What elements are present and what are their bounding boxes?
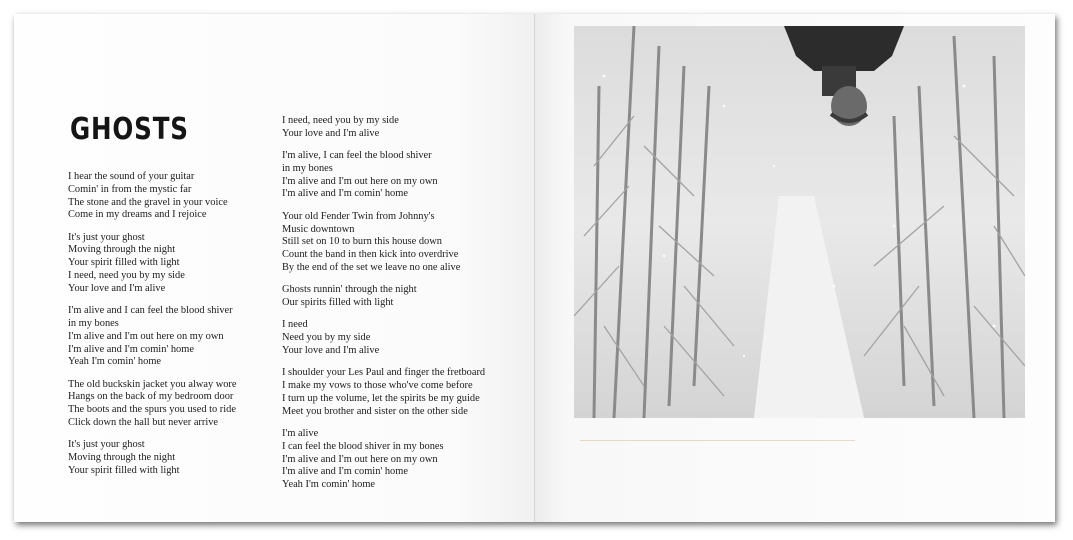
lyric-line: I shoulder your Les Paul and finger the fretboard (282, 367, 486, 379)
lyric-line: I'm alive and I'm out here on my own (68, 330, 224, 342)
lyric-line: I need, need you by my side (68, 270, 185, 282)
lyric-stanza (282, 428, 522, 492)
lyric-line: By the end of the set we leave no one alive (282, 261, 461, 273)
lyric-line: Click down the hall but never arrive (68, 417, 219, 429)
cd-booklet-spread (14, 14, 1055, 522)
lyric-line: Come in my dreams and I rejoice (68, 209, 207, 221)
lyric-stanza (282, 115, 522, 141)
lyric-line: Your love and I'm alive (282, 127, 380, 139)
lyric-line: Ghosts runnin' through the night (282, 284, 417, 296)
lyric-stanza (68, 379, 268, 430)
lyric-line: Meet you brother and sister on the other side (282, 405, 468, 417)
caption-rule (580, 440, 855, 441)
lyric-line: Your love and I'm alive (68, 282, 166, 294)
lyric-line: I hear the sound of your guitar (68, 171, 195, 182)
lyric-line: Count the band in then kick into overdrive (282, 249, 459, 261)
lyric-line: in my bones (68, 317, 119, 329)
lyric-line: in my bones (282, 162, 333, 174)
lyrics-page (14, 14, 535, 522)
lyric-line: Your old Fender Twin from Johnny's (282, 210, 435, 222)
lyric-line: I can feel the blood shiver in my bones (282, 440, 444, 452)
lyric-line: I'm alive, I can feel the blood shiver (282, 150, 432, 162)
lyric-stanza (68, 305, 268, 369)
lyric-line: I make my vows to those who've come before (282, 380, 473, 392)
lyric-line: I need (282, 319, 308, 331)
lyric-line: Yeah I'm comin' home (282, 479, 376, 491)
snowy-road-photo (574, 26, 1025, 418)
lyric-line: I'm alive (282, 427, 319, 439)
lyric-stanza (282, 150, 522, 201)
lyric-line: Need you by my side (282, 332, 371, 344)
lyric-stanza (282, 211, 522, 275)
lyric-line: I'm alive and I'm out here on my own (282, 453, 438, 465)
lyric-line: Comin' in from the mystic far (68, 183, 192, 195)
lyric-stanza (68, 171, 268, 222)
lyric-line: The boots and the spurs you used to ride (68, 404, 236, 416)
lyric-line: Yeah I'm comin' home (68, 356, 162, 368)
lyric-line: It's just your ghost (68, 439, 145, 451)
lyric-line: Moving through the night (68, 244, 176, 256)
lyric-line: I'm alive and I'm comin' home (282, 466, 408, 478)
lyric-line: Your spirit filled with light (68, 257, 180, 269)
lyric-line: Music downtown (282, 223, 355, 235)
lyric-line: Hangs on the back of my bedroom door (68, 391, 234, 403)
lyric-line: It's just your ghost (68, 231, 145, 243)
song-title: GHOSTS (70, 112, 189, 147)
lyric-line: I'm alive and I'm comin' home (282, 188, 408, 200)
lyric-line: I'm alive and I'm out here on my own (282, 175, 438, 187)
lyric-line: I'm alive and I can feel the blood shiver (68, 305, 233, 317)
lyric-line: Your spirit filled with light (68, 464, 180, 476)
lyric-stanza (282, 284, 522, 310)
lyric-line: The stone and the gravel in your voice (68, 196, 228, 208)
lyric-line: I turn up the volume, let the spirits be my guide (282, 392, 480, 404)
lyric-line: I'm alive and I'm comin' home (68, 343, 194, 355)
lyrics-column-right (282, 115, 522, 501)
lyric-line: The old buckskin jacket you alway wore (68, 378, 237, 390)
lyric-line: Moving through the night (68, 452, 176, 464)
lyric-line: Your love and I'm alive (282, 344, 380, 356)
lyric-line: Still set on 10 to burn this house down (282, 236, 442, 248)
lyric-stanza (282, 319, 522, 357)
lyric-line: Our spirits filled with light (282, 297, 394, 309)
lyric-line: I need, need you by my side (282, 115, 399, 126)
lyrics-column-left (68, 171, 268, 487)
lyric-stanza (282, 367, 522, 418)
snowy-road-photo-icon (574, 26, 1025, 418)
lyric-stanza (68, 439, 268, 477)
lyric-stanza (68, 232, 268, 296)
